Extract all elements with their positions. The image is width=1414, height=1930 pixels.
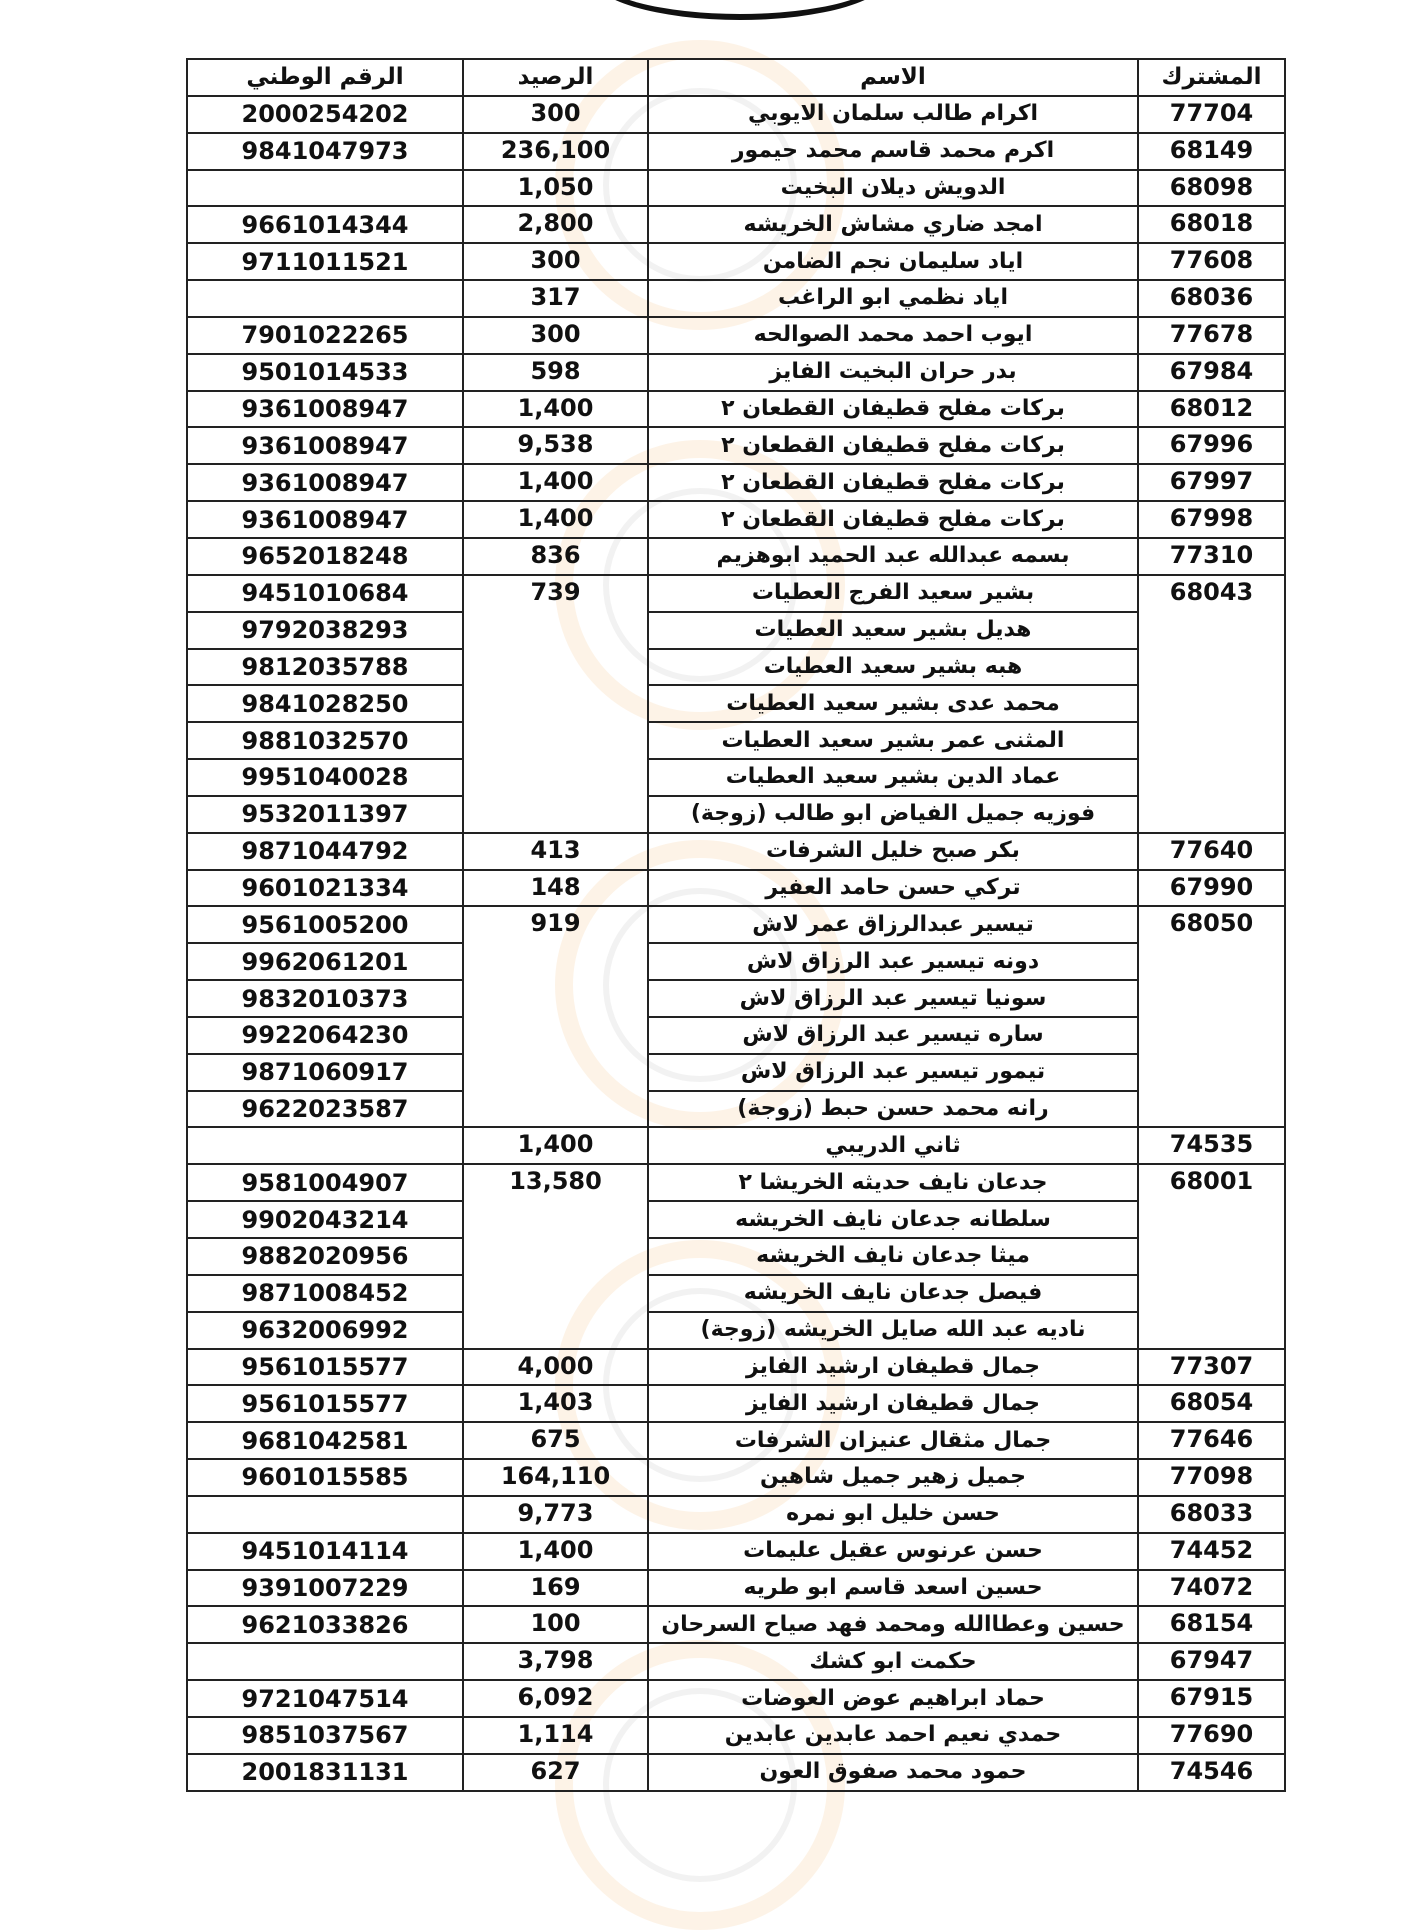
balance-cell: 3,798 (463, 1643, 648, 1680)
table-row (187, 870, 1285, 907)
national-id-cell: 2001831131 (187, 1754, 463, 1791)
name-cell: جمال قطيفان ارشيد الفايز (648, 1349, 1138, 1386)
table-row (187, 722, 1285, 759)
subscriber-cell: 68043 (1138, 575, 1285, 833)
table-row (187, 612, 1285, 649)
balance-cell: 598 (463, 354, 648, 391)
national-id-cell: 9841047973 (187, 133, 463, 170)
name-cell: تركي حسن حامد العفير (648, 870, 1138, 907)
national-id-cell: 9621033826 (187, 1606, 463, 1643)
national-id-cell: 9841028250 (187, 685, 463, 722)
table-row (187, 1238, 1285, 1275)
balance-cell: 6,092 (463, 1680, 648, 1717)
table-row (187, 1312, 1285, 1349)
table-row (187, 1680, 1285, 1717)
national-id-cell: 9561015577 (187, 1385, 463, 1422)
subscriber-cell: 74072 (1138, 1570, 1285, 1607)
national-id-cell: 9832010373 (187, 980, 463, 1017)
balance-cell: 675 (463, 1422, 648, 1459)
name-cell: حسين وعطاالله ومحمد فهد صياح السرحان (648, 1606, 1138, 1643)
table-row (187, 501, 1285, 538)
balance-cell: 1,400 (463, 464, 648, 501)
balance-cell: 9,773 (463, 1496, 648, 1533)
balance-cell: 2,800 (463, 206, 648, 243)
table-row (187, 133, 1285, 170)
balance-cell: 4,000 (463, 1349, 648, 1386)
table-row (187, 1054, 1285, 1091)
table-row (187, 243, 1285, 280)
name-cell: ايوب احمد محمد الصوالحه (648, 317, 1138, 354)
balance-cell: 413 (463, 833, 648, 870)
table-row (187, 427, 1285, 464)
name-cell: رانه محمد حسن حبط (زوجة) (648, 1091, 1138, 1128)
table-row (187, 685, 1285, 722)
balance-cell: 1,400 (463, 1533, 648, 1570)
subscriber-cell: 68001 (1138, 1164, 1285, 1348)
balance-cell: 300 (463, 317, 648, 354)
name-cell: محمد عدى بشير سعيد العطيات (648, 685, 1138, 722)
national-id-cell: 9622023587 (187, 1091, 463, 1128)
subscriber-cell: 77307 (1138, 1349, 1285, 1386)
table-row (187, 1091, 1285, 1128)
subscriber-cell: 67998 (1138, 501, 1285, 538)
name-cell: حسن عرنوس عقيل عليمات (648, 1533, 1138, 1570)
name-cell: سونيا تيسير عبد الرزاق لاش (648, 980, 1138, 1017)
national-id-cell: 9851037567 (187, 1717, 463, 1754)
subscriber-cell: 67990 (1138, 870, 1285, 907)
national-id-cell: 9532011397 (187, 796, 463, 833)
national-id-cell (187, 280, 463, 317)
table-row (187, 1570, 1285, 1607)
name-cell: اياد سليمان نجم الضامن (648, 243, 1138, 280)
balance-cell: 300 (463, 96, 648, 133)
balance-cell: 836 (463, 538, 648, 575)
name-cell: بدر حران البخيت الفايز (648, 354, 1138, 391)
name-cell: حسين اسعد قاسم ابو طريه (648, 1570, 1138, 1607)
name-cell: هبه بشير سعيد العطيات (648, 649, 1138, 686)
name-cell: بركات مفلح قطيفان القطعان ٢ (648, 501, 1138, 538)
name-cell: ثاني الدريبي (648, 1127, 1138, 1164)
subscriber-cell: 68149 (1138, 133, 1285, 170)
balance-cell: 100 (463, 1606, 648, 1643)
name-cell: تيسير عبدالرزاق عمر لاش (648, 906, 1138, 943)
table-row (187, 317, 1285, 354)
subscriber-cell: 77608 (1138, 243, 1285, 280)
name-cell: امجد ضاري مشاش الخريشه (648, 206, 1138, 243)
national-id-cell: 9451014114 (187, 1533, 463, 1570)
subscriber-cell: 77640 (1138, 833, 1285, 870)
national-id-cell: 9951040028 (187, 759, 463, 796)
subscriber-cell: 74452 (1138, 1533, 1285, 1570)
table-row (187, 170, 1285, 207)
header-name: الاسم (648, 59, 1138, 96)
subscriber-cell: 68012 (1138, 391, 1285, 428)
balance-cell: 919 (463, 906, 648, 1127)
table-row (187, 1349, 1285, 1386)
national-id-cell (187, 1643, 463, 1680)
national-id-cell: 9681042581 (187, 1422, 463, 1459)
name-cell: فيصل جدعان نايف الخريشه (648, 1275, 1138, 1312)
national-id-cell: 9391007229 (187, 1570, 463, 1607)
national-id-cell: 9451010684 (187, 575, 463, 612)
table-row (187, 1754, 1285, 1791)
balance-cell: 1,400 (463, 391, 648, 428)
name-cell: اكرام طالب سلمان الايوبي (648, 96, 1138, 133)
table-header-row (187, 59, 1285, 96)
name-cell: حمود محمد صفوق العون (648, 1754, 1138, 1791)
balance-cell: 13,580 (463, 1164, 648, 1348)
subscriber-cell: 67915 (1138, 1680, 1285, 1717)
table-row (187, 1459, 1285, 1496)
table-row (187, 1385, 1285, 1422)
national-id-cell: 9962061201 (187, 943, 463, 980)
table-row (187, 796, 1285, 833)
national-id-cell: 7901022265 (187, 317, 463, 354)
subscriber-cell: 74535 (1138, 1127, 1285, 1164)
name-cell: بكر صبح خليل الشرفات (648, 833, 1138, 870)
table-row (187, 280, 1285, 317)
table-row (187, 980, 1285, 1017)
subscriber-cell: 74546 (1138, 1754, 1285, 1791)
subscriber-cell: 68033 (1138, 1496, 1285, 1533)
national-id-cell: 9721047514 (187, 1680, 463, 1717)
name-cell: هديل بشير سعيد العطيات (648, 612, 1138, 649)
national-id-cell: 9881032570 (187, 722, 463, 759)
subscriber-cell: 68036 (1138, 280, 1285, 317)
table-row (187, 1606, 1285, 1643)
subscriber-cell: 77678 (1138, 317, 1285, 354)
top-seal-arc (590, 0, 890, 20)
subscriber-cell: 68018 (1138, 206, 1285, 243)
national-id-cell: 9871060917 (187, 1054, 463, 1091)
table-row (187, 206, 1285, 243)
national-id-cell: 9601021334 (187, 870, 463, 907)
name-cell: حسن خليل ابو نمره (648, 1496, 1138, 1533)
name-cell: حكمت ابو كشك (648, 1643, 1138, 1680)
balance-cell: 300 (463, 243, 648, 280)
table-row (187, 1643, 1285, 1680)
subscriber-cell: 77690 (1138, 1717, 1285, 1754)
header-balance: الرصيد (463, 59, 648, 96)
national-id-cell: 9871008452 (187, 1275, 463, 1312)
subscriber-cell: 67997 (1138, 464, 1285, 501)
table-body (187, 96, 1285, 1791)
subscriber-cell: 67947 (1138, 1643, 1285, 1680)
balance-cell: 739 (463, 575, 648, 833)
subscriber-cell: 68154 (1138, 1606, 1285, 1643)
balance-cell: 1,400 (463, 1127, 648, 1164)
subscriber-cell: 77646 (1138, 1422, 1285, 1459)
table-row (187, 833, 1285, 870)
national-id-cell: 2000254202 (187, 96, 463, 133)
subscriber-cell: 77098 (1138, 1459, 1285, 1496)
name-cell: جميل زهير جميل شاهين (648, 1459, 1138, 1496)
subscriber-cell: 68098 (1138, 170, 1285, 207)
name-cell: بركات مفلح قطيفان القطعان ٢ (648, 391, 1138, 428)
table-row (187, 649, 1285, 686)
name-cell: تيمور تيسير عبد الرزاق لاش (648, 1054, 1138, 1091)
subscriber-cell: 77310 (1138, 538, 1285, 575)
name-cell: بركات مفلح قطيفان القطعان ٢ (648, 427, 1138, 464)
name-cell: جمال مثقال عنيزان الشرفات (648, 1422, 1138, 1459)
name-cell: سلطانه جدعان نايف الخريشه (648, 1201, 1138, 1238)
balance-cell: 1,403 (463, 1385, 648, 1422)
name-cell: حماد ابراهيم عوض العوضات (648, 1680, 1138, 1717)
national-id-cell: 9561005200 (187, 906, 463, 943)
balance-cell: 148 (463, 870, 648, 907)
balance-cell: 1,050 (463, 170, 648, 207)
national-id-cell (187, 170, 463, 207)
national-id-cell: 9632006992 (187, 1312, 463, 1349)
header-national-id: الرقم الوطني (187, 59, 463, 96)
national-id-cell: 9661014344 (187, 206, 463, 243)
table-row (187, 538, 1285, 575)
national-id-cell: 9361008947 (187, 501, 463, 538)
table-row (187, 464, 1285, 501)
table-row (187, 759, 1285, 796)
header-subscriber: المشترك (1138, 59, 1285, 96)
national-id-cell (187, 1127, 463, 1164)
table-row (187, 96, 1285, 133)
balance-cell: 317 (463, 280, 648, 317)
table-row (187, 354, 1285, 391)
name-cell: ناديه عبد الله صايل الخريشه (زوجة) (648, 1312, 1138, 1349)
name-cell: ساره تيسير عبد الرزاق لاش (648, 1017, 1138, 1054)
national-id-cell: 9561015577 (187, 1349, 463, 1386)
table-row (187, 1164, 1285, 1201)
balance-cell: 1,400 (463, 501, 648, 538)
subscriber-cell: 77704 (1138, 96, 1285, 133)
national-id-cell: 9601015585 (187, 1459, 463, 1496)
table-row (187, 1275, 1285, 1312)
national-id-cell: 9652018248 (187, 538, 463, 575)
table-row (187, 943, 1285, 980)
national-id-cell (187, 1496, 463, 1533)
national-id-cell: 9792038293 (187, 612, 463, 649)
table-row (187, 1017, 1285, 1054)
table-row (187, 1201, 1285, 1238)
name-cell: اياد نظمي ابو الراغب (648, 280, 1138, 317)
table-row (187, 1127, 1285, 1164)
subscriber-cell: 68054 (1138, 1385, 1285, 1422)
balance-cell: 236,100 (463, 133, 648, 170)
national-id-cell: 9711011521 (187, 243, 463, 280)
national-id-cell: 9882020956 (187, 1238, 463, 1275)
subscriber-cell: 67984 (1138, 354, 1285, 391)
national-id-cell: 9361008947 (187, 391, 463, 428)
name-cell: المثنى عمر بشير سعيد العطيات (648, 722, 1138, 759)
name-cell: جمال قطيفان ارشيد الفايز (648, 1385, 1138, 1422)
subscriber-cell: 67996 (1138, 427, 1285, 464)
name-cell: ميثا جدعان نايف الخريشه (648, 1238, 1138, 1275)
name-cell: فوزيه جميل الفياض ابو طالب (زوجة) (648, 796, 1138, 833)
name-cell: دونه تيسير عبد الرزاق لاش (648, 943, 1138, 980)
table-row (187, 1717, 1285, 1754)
national-id-cell: 9922064230 (187, 1017, 463, 1054)
subscriber-balances-table (186, 58, 1286, 1792)
balance-cell: 1,114 (463, 1717, 648, 1754)
balance-cell: 169 (463, 1570, 648, 1607)
balance-cell: 627 (463, 1754, 648, 1791)
national-id-cell: 9361008947 (187, 427, 463, 464)
name-cell: الدويش ديلان البخيت (648, 170, 1138, 207)
national-id-cell: 9581004907 (187, 1164, 463, 1201)
table-row (187, 391, 1285, 428)
national-id-cell: 9902043214 (187, 1201, 463, 1238)
name-cell: جدعان نايف حديثه الخريشا ٢ (648, 1164, 1138, 1201)
national-id-cell: 9812035788 (187, 649, 463, 686)
balance-cell: 164,110 (463, 1459, 648, 1496)
name-cell: بشير سعيد الفرج العطيات (648, 575, 1138, 612)
table-row (187, 1422, 1285, 1459)
national-id-cell: 9501014533 (187, 354, 463, 391)
name-cell: عماد الدين بشير سعيد العطيات (648, 759, 1138, 796)
name-cell: بسمه عبدالله عبد الحميد ابوهزيم (648, 538, 1138, 575)
name-cell: بركات مفلح قطيفان القطعان ٢ (648, 464, 1138, 501)
name-cell: اكرم محمد قاسم محمد حيمور (648, 133, 1138, 170)
table-row (187, 906, 1285, 943)
subscriber-cell: 68050 (1138, 906, 1285, 1127)
table-row (187, 575, 1285, 612)
national-id-cell: 9871044792 (187, 833, 463, 870)
balance-cell: 9,538 (463, 427, 648, 464)
national-id-cell: 9361008947 (187, 464, 463, 501)
name-cell: حمدي نعيم احمد عابدين عابدين (648, 1717, 1138, 1754)
table-row (187, 1533, 1285, 1570)
table-row (187, 1496, 1285, 1533)
